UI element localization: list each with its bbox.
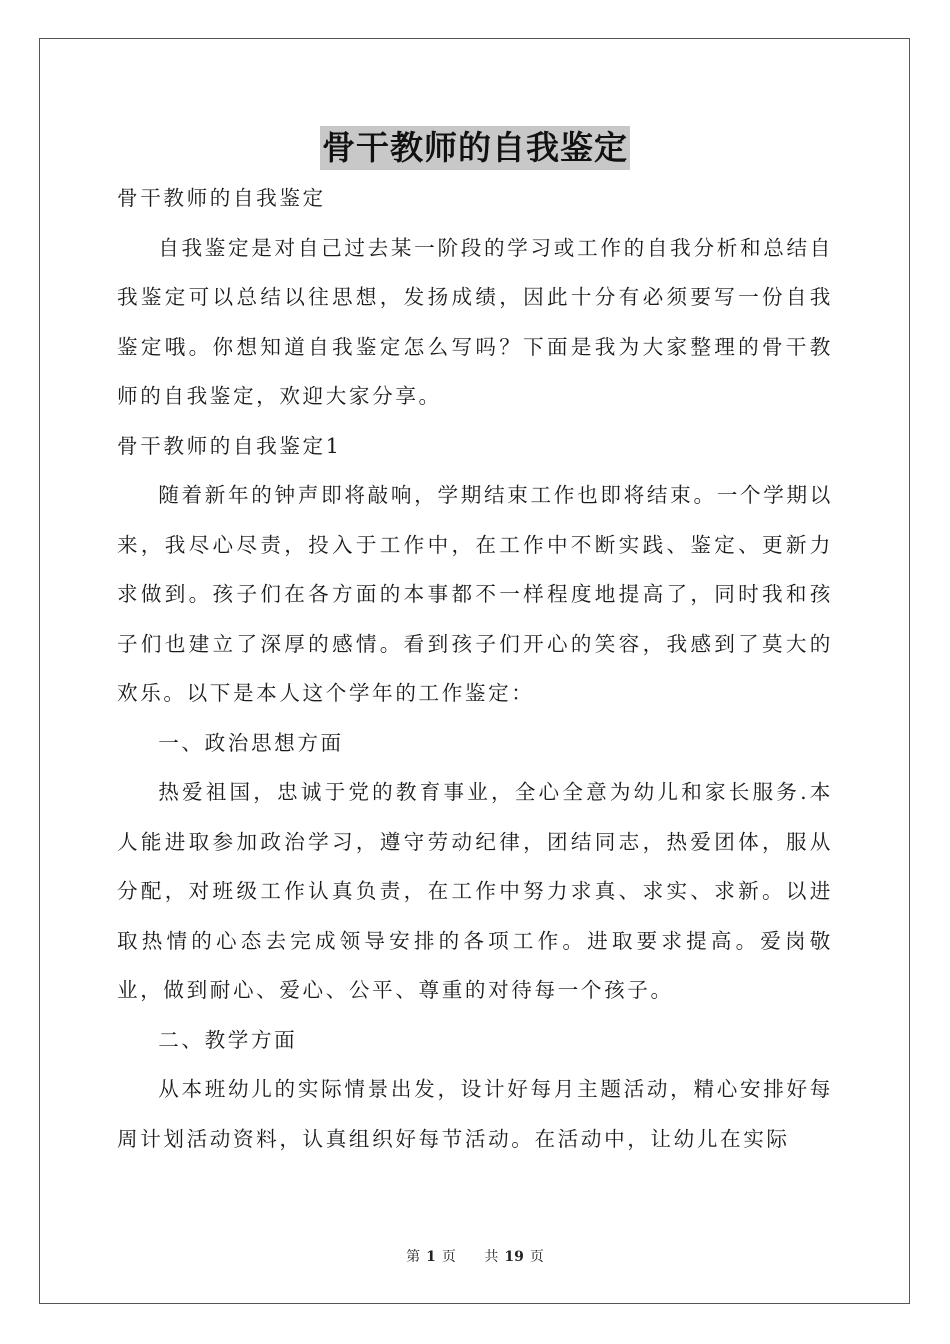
intro-paragraph: 自我鉴定是对自己过去某一阶段的学习或工作的自我分析和总结自我鉴定可以总结以往思想，发扬成绩，因此十分有必须要写一份自我鉴定哦。你想知道自我鉴定怎么写吗？下面是我为大家整理的骨干教师的自我鉴定，欢迎大家分享。	[117, 235, 833, 408]
page-number: 1	[426, 1249, 436, 1265]
title-wrapper	[0, 126, 950, 170]
total-prefix: 共	[484, 1249, 499, 1265]
section-heading-politics: 一、政治思想方面	[158, 730, 344, 755]
page-prefix: 第	[406, 1249, 421, 1265]
body-paragraph: 随着新年的钟声即将敲响，学期结束工作也即将结束。一个学期以来，我尽心尽责，投入于工作中，在工作中不断实践、鉴定、更新力求做到。孩子们在各方面的本事都不一样程度地提高了，同时我和孩子们也建立了深厚的感情。看到孩子们开心的笑容，我感到了莫大的欢乐。以下是本人这个学年的工作鉴定：	[117, 483, 833, 705]
total-suffix: 页	[529, 1249, 544, 1265]
section-heading-teaching: 二、教学方面	[158, 1027, 298, 1052]
document-title: 骨干教师的自我鉴定	[320, 126, 630, 170]
section-heading-1: 骨干教师的自我鉴定1	[117, 433, 342, 458]
total-pages: 19	[504, 1249, 524, 1265]
page-footer	[0, 1247, 950, 1267]
total-pages-indicator	[478, 1249, 549, 1265]
body-paragraph: 热爱祖国，忠诚于党的教育事业，全心全意为幼儿和家长服务.本人能进取参加政治学习，遵守劳动纪律，团结同志，热爱团体，服从分配，对班级工作认真负责，在工作中努力求真、求实、求新。以进取热情的心态去完成领导安排的各项工作。进取要求提高。爱岗敬业，做到耐心、爱心、公平、尊重的对待每一个孩子。	[117, 780, 833, 1002]
body-paragraph: 从本班幼儿的实际情景出发，设计好每月主题活动，精心安排好每周计划活动资料，认真组织好每节活动。在活动中，让幼儿在实际	[117, 1077, 833, 1151]
document-body	[117, 174, 833, 1164]
subtitle-paragraph: 骨干教师的自我鉴定	[117, 186, 326, 210]
page-number-indicator	[400, 1249, 462, 1265]
page-suffix: 页	[441, 1249, 456, 1265]
